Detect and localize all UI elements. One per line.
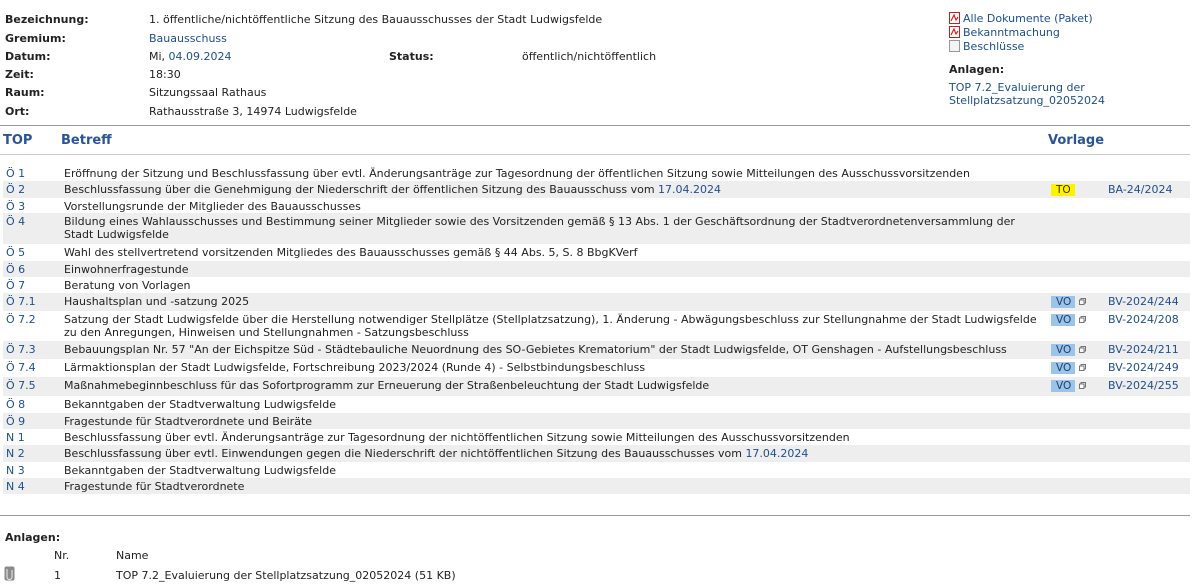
betreff-text: Eröffnung der Sitzung und Beschlussfassung über evtl. Änderungsanträge zur Tagesordnung der öffentlichen Sitzung sowie Mitteilungen des Ausschussvorsitzenden [64, 167, 970, 180]
vorlage-link[interactable]: BV-2024/249 [1108, 361, 1179, 374]
agenda-row [3, 359, 1190, 377]
top-number-link[interactable]: N 3 [6, 464, 25, 477]
vorlage-link[interactable]: BA-24/2024 [1108, 183, 1173, 196]
betreff-date-link[interactable]: 17.04.2024 [658, 183, 722, 196]
vorlage-link[interactable]: BV-2024/255 [1108, 379, 1179, 392]
zeit-value: 18:30 [149, 68, 181, 81]
betreff-cell [64, 431, 1039, 444]
betreff-cell [64, 313, 1039, 339]
raum-label: Raum: [5, 86, 45, 99]
meeting-header [0, 0, 1200, 125]
top-number-link[interactable]: Ö 3 [6, 200, 26, 213]
vo-badge[interactable]: VO [1051, 344, 1075, 356]
betreff-cell [64, 464, 1039, 477]
agenda-row [3, 377, 1190, 396]
new-window-icon[interactable] [1079, 382, 1086, 389]
betreff-text: Beratung von Vorlagen [64, 279, 191, 292]
datum-prefix: Mi, [149, 50, 166, 63]
betreff-text: Vorstellungsrunde der Mitglieder des Bauausschusses [64, 200, 361, 213]
vo-badge[interactable]: VO [1051, 380, 1075, 392]
top-number-link[interactable]: Ö 7.4 [6, 361, 36, 374]
agenda-row [3, 165, 1190, 181]
pdf-icon [949, 26, 960, 38]
new-window-icon[interactable] [1079, 346, 1086, 353]
agenda-row [3, 429, 1190, 445]
top-number-link[interactable]: Ö 2 [6, 183, 26, 196]
paperclip-icon [4, 566, 15, 581]
betreff-cell [64, 167, 1039, 180]
betreff-cell [64, 215, 1039, 241]
vo-badge[interactable]: VO [1051, 296, 1075, 308]
vorlage-link[interactable]: BV-2024/208 [1108, 313, 1179, 326]
betreff-text: Beschlussfassung über evtl. Änderungsanträge zur Tagesordnung der nichtöffentlichen Sitzung sowie Mitteilungen des Ausschussvorsitzenden [64, 431, 850, 444]
top-number-link[interactable]: Ö 5 [6, 246, 26, 259]
betreff-text: Fragestunde für Stadtverordnete und Beiräte [64, 415, 313, 428]
gremium-link[interactable]: Bauausschuss [149, 32, 227, 45]
top-number-link[interactable]: Ö 8 [6, 398, 26, 411]
table-divider [0, 515, 1190, 516]
new-window-icon[interactable] [1079, 316, 1086, 323]
betreff-cell [64, 447, 1039, 460]
top-number-link[interactable]: Ö 7.5 [6, 379, 36, 392]
agenda-row [3, 213, 1190, 244]
top-number-link[interactable]: N 2 [6, 447, 25, 460]
new-window-icon[interactable] [1079, 364, 1086, 371]
vo-badge[interactable]: VO [1051, 314, 1075, 326]
agenda-row [3, 462, 1190, 478]
agenda-row [3, 341, 1190, 359]
col-vorlage-header: Vorlage [1048, 133, 1105, 148]
betreff-cell [64, 361, 1039, 374]
bezeichnung-label: Bezeichnung: [5, 13, 89, 26]
anlagen-col-name: Name [116, 549, 149, 562]
betreff-cell [64, 398, 1039, 411]
top-number-link[interactable]: N 4 [6, 480, 25, 493]
agenda-row [3, 396, 1190, 413]
anlage-nr: 1 [54, 569, 61, 582]
col-top-header: TOP [3, 133, 33, 148]
betreff-text: Bekanntgaben der Stadtverwaltung Ludwigsfelde [64, 398, 336, 411]
bezeichnung-value: 1. öffentliche/nichtöffentliche Sitzung des Bauausschusses der Stadt Ludwigsfelde [149, 13, 603, 26]
doc-link[interactable]: Alle Dokumente (Paket) [963, 11, 1093, 25]
betreff-cell [64, 379, 1039, 392]
agenda-row [3, 445, 1190, 462]
vorlage-link[interactable]: BV-2024/211 [1108, 343, 1179, 356]
doc-anlage-link[interactable]: TOP 7.2_Evaluierung der Stellplatzsatzung_02052024 [949, 81, 1106, 107]
doc-link[interactable]: Bekanntmachung [963, 25, 1060, 39]
agenda-row [3, 478, 1190, 494]
top-number-link[interactable]: Ö 7 [6, 279, 26, 292]
betreff-text: Satzung der Stadt Ludwigsfelde über die Herstellung notwendiger Stellplätze (Stellplatzsatzung), 1. Änderung - Abwägungsbeschluss zur Stellungnahme der Stadt Ludwigsfelde zu den Anregungen, Hinweisen und Stellungnahmen - Satzungsbeschluss [64, 313, 1037, 339]
table-header-line [0, 154, 1190, 155]
document-icon [949, 40, 960, 52]
header-divider [0, 125, 1190, 126]
doc-bekanntmachung[interactable] [949, 25, 1189, 39]
betreff-text: Lärmaktionsplan der Stadt Ludwigsfelde, Fortschreibung 2023/2024 (Runde 4) - Selbstbindungsbeschluss [64, 361, 646, 374]
datum-value [149, 50, 232, 63]
betreff-cell [64, 200, 1039, 213]
vorlage-link[interactable]: BV-2024/244 [1108, 295, 1179, 308]
betreff-text: Bekanntgaben der Stadtverwaltung Ludwigsfelde [64, 464, 336, 477]
betreff-cell [64, 343, 1039, 356]
anlagen-label: Anlagen: [5, 531, 61, 544]
raum-value: Sitzungssaal Rathaus [149, 86, 267, 99]
betreff-text: Bildung eines Wahlausschusses und Bestimmung seiner Mitglieder sowie des Vorsitzenden gemäß § 13 Abs. 1 der Geschäftsordnung der Stadtverordnetenversammlung der Stadt Ludwigsfelde [64, 215, 1015, 241]
betreff-text: Fragestunde für Stadtverordnete [64, 480, 245, 493]
betreff-cell [64, 279, 1039, 292]
doc-link[interactable]: Beschlüsse [963, 39, 1025, 53]
agenda-row [3, 244, 1190, 261]
anlagen-col-nr: Nr. [54, 549, 70, 562]
col-betreff-header: Betreff [61, 133, 112, 148]
pdf-icon [949, 12, 960, 24]
doc-alle-dokumente[interactable] [949, 11, 1189, 25]
agenda-row [3, 198, 1190, 213]
agenda-row [3, 311, 1190, 341]
ort-value: Rathausstraße 3, 14974 Ludwigsfelde [149, 105, 357, 118]
top-number-link[interactable]: N 1 [6, 431, 25, 444]
betreff-text: Maßnahmebeginnbeschluss für das Sofortprogramm zur Erneuerung der Straßenbeleuchtung der Stadt Ludwigsfelde [64, 379, 710, 392]
betreff-text: Beschlussfassung über evtl. Einwendungen gegen die Niederschrift der nichtöffentlichen Sitzung des Bauausschusses vom [64, 447, 742, 460]
betreff-text: Bebauungsplan Nr. 57 "An der Eichspitze Süd - Städtebauliche Neuordnung des SO-Gebietes Krematorium" der Stadt Ludwigsfelde, OT Genshagen - Aufstellungsbeschluss [64, 343, 1007, 356]
to-badge[interactable]: TO [1051, 184, 1075, 196]
top-number-link[interactable]: Ö 9 [6, 415, 26, 428]
betreff-cell [64, 183, 1039, 196]
agenda-row [3, 181, 1190, 198]
new-window-icon[interactable] [1079, 298, 1086, 305]
vo-badge[interactable]: VO [1051, 362, 1075, 374]
document-panel [949, 11, 1189, 107]
status-label: Status: [389, 50, 434, 63]
gremium-label: Gremium: [5, 32, 66, 45]
top-number-link[interactable]: Ö 4 [6, 215, 26, 228]
doc-anlagen-label: Anlagen: [949, 63, 1005, 76]
top-number-link[interactable]: Ö 7.1 [6, 295, 36, 308]
betreff-cell [64, 480, 1039, 493]
zeit-label: Zeit: [5, 68, 34, 81]
betreff-cell [64, 295, 1039, 308]
top-number-link[interactable]: Ö 7.2 [6, 313, 36, 326]
betreff-cell [64, 415, 1039, 428]
betreff-text: Beschlussfassung über die Genehmigung der Niederschrift der öffentlichen Sitzung des Bauausschuss vom [64, 183, 655, 196]
datum-label: Datum: [5, 50, 51, 63]
doc-beschluesse[interactable] [949, 39, 1189, 53]
betreff-text: Einwohnerfragestunde [64, 263, 189, 276]
top-number-link[interactable]: Ö 6 [6, 263, 26, 276]
betreff-text: Haushaltsplan und -satzung 2025 [64, 295, 250, 308]
betreff-cell [64, 263, 1039, 276]
anlage-file-link[interactable]: TOP 7.2_Evaluierung der Stellplatzsatzung_02052024 (51 KB) [116, 569, 456, 582]
agenda-row [3, 277, 1190, 293]
datum-link[interactable]: 04.09.2024 [168, 50, 232, 63]
agenda-row [3, 413, 1190, 429]
ort-label: Ort: [5, 105, 30, 118]
agenda-row [3, 261, 1190, 277]
top-number-link[interactable]: Ö 7.3 [6, 343, 36, 356]
betreff-cell [64, 246, 1039, 259]
betreff-text: Wahl des stellvertretend vorsitzenden Mitgliedes des Bauausschusses gemäß § 44 Abs. 5, S. 8 BbgKVerf [64, 246, 638, 259]
status-value: öffentlich/nichtöffentlich [522, 50, 657, 63]
agenda-row [3, 293, 1190, 311]
top-number-link[interactable]: Ö 1 [6, 167, 26, 180]
betreff-date-link[interactable]: 17.04.2024 [745, 447, 809, 460]
